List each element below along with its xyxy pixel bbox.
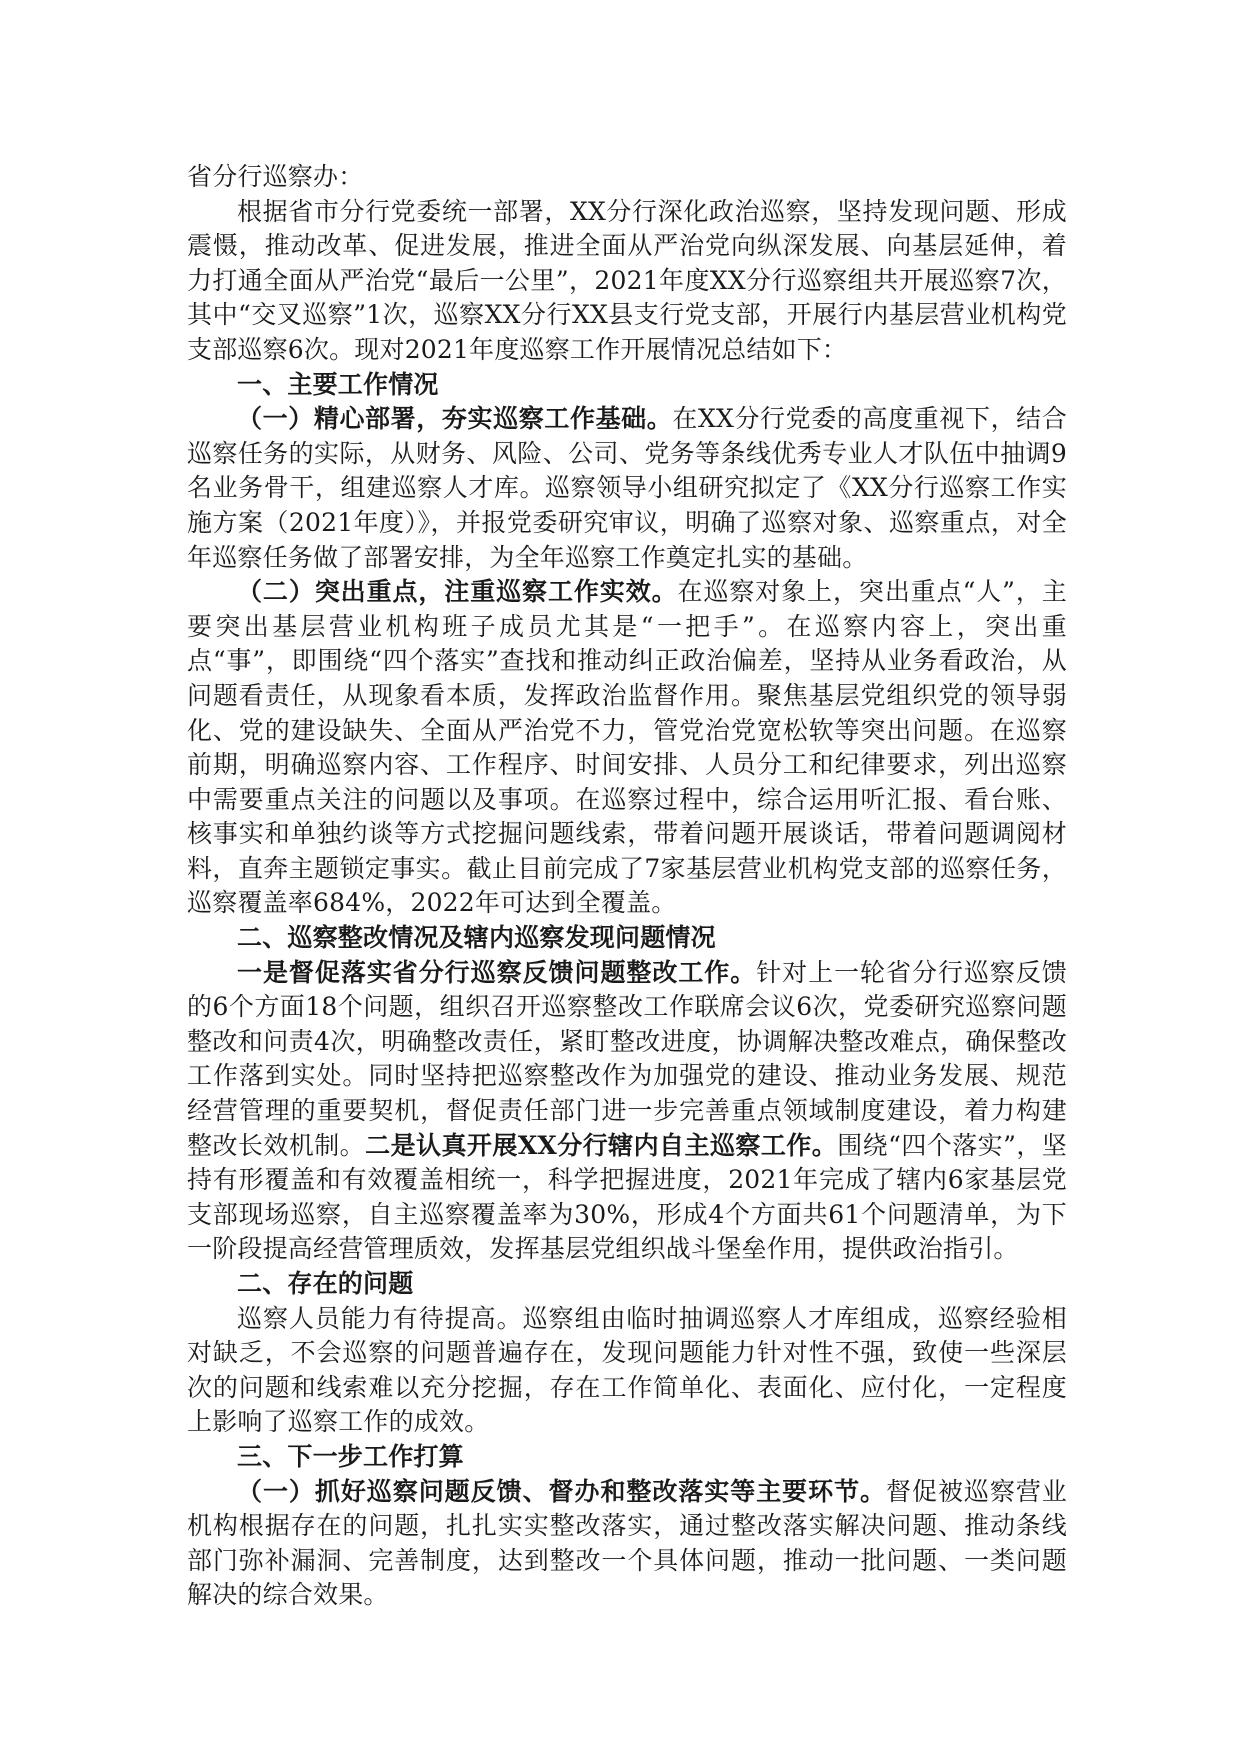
section-4-heading: 三、下一步工作打算: [237, 1441, 464, 1471]
section-1-paragraph-1: [187, 402, 1067, 575]
section-2-text-1: 针对上一轮省分行巡察反馈的6个方面18个问题，组织召开巡察整改工作联席会议6次，党委研究巡察问题整改和问责4次，明确整改责任，紧盯整改进度，协调解决整改难点，确保整改工作落到实处。同时坚持把巡察整改作为加强党的建设、推动业务发展、规范经营管理的重要契机，督促责任部门进一步完善重点领域制度建设，着力构建整改长效机制。: [187, 957, 1067, 1160]
section-1-paragraph-1-lead: （一）精心部署，夯实巡察工作基础。: [237, 404, 673, 434]
section-1-heading: 一、主要工作情况: [237, 369, 439, 399]
section-1-paragraph-2: [187, 575, 1067, 921]
section-2-lead-2: 二是认真开展XX分行辖内自主巡察工作。: [365, 1130, 838, 1160]
section-1-paragraph-2-text: 在巡察对象上，突出重点“人”，主要突出基层营业机构班子成员尤其是“一把手”。在巡察内容上，突出重点“事”，即围绕“四个落实”查找和推动纠正政治偏差，坚持从业务看政治，从问题看责任，从现象看本质，发挥政治监督作用。聚焦基层党组织党的领导弱化、党的建设缺失、全面从严治党不力，管党治党宽松软等突出问题。在巡察前期，明确巡察内容、工作程序、时间安排、人员分工和纪律要求，列出巡察中需要重点关注的问题以及事项。在巡察过程中，综合运用听汇报、看台账、核事实和单独约谈等方式挖掘问题线索，带着问题开展谈话，带着问题调阅材料，直奔主题锁定事实。截止目前完成了7家基层营业机构党支部的巡察任务，巡察覆盖率684%，2022年可达到全覆盖。: [187, 577, 1067, 918]
section-2-heading: 二、巡察整改情况及辖内巡察发现问题情况: [237, 923, 716, 953]
section-2-lead-1: 一是督促落实省分行巡察反馈问题整改工作。: [237, 957, 757, 987]
salutation: 省分行巡察办：: [187, 162, 364, 191]
intro-paragraph: 根据省市分行党委统一部署，XX分行深化政治巡察，坚持发现问题、形成震慑，推动改革、促进发展，推进全面从严治党向纵深发展、向基层延伸，着力打通全面从严治党“最后一公里”，2021年度XX分行巡察组共开展巡察7次，其中“交叉巡察”1次，巡察XX分行XX县支行党支部，开展行内基层营业机构党支部巡察6次。现对2021年度巡察工作开展情况总结如下：: [187, 196, 1067, 364]
section-2-paragraph: [187, 956, 1067, 1267]
section-1-paragraph-2-lead: （二）突出重点，注重巡察工作实效。: [237, 577, 678, 607]
document-page: [187, 160, 1067, 1613]
section-4-paragraph-1-lead: （一）抓好巡察问题反馈、督办和整改落实等主要环节。: [237, 1476, 887, 1506]
section-4-paragraph-1: [187, 1475, 1067, 1613]
section-1-paragraph-1-text: 在XX分行党委的高度重视下，结合巡察任务的实际，从财务、风险、公司、党务等条线优秀专业人才队伍中抽调9名业务骨干，组建巡察人才库。巡察领导小组研究拟定了《XX分行巡察工作实施方案（2021年度）》，并报党委研究审议，明确了巡察对象、巡察重点，对全年巡察任务做了部署安排，为全年巡察工作奠定扎实的基础。: [187, 404, 1067, 572]
section-3-heading: 二、存在的问题: [237, 1269, 414, 1298]
section-4-paragraph-1-text: 督促被巡察营业机构根据存在的问题，扎扎实实整改落实，通过整改落实解决问题、推动条线部门弥补漏洞、完善制度，达到整改一个具体问题，推动一批问题、一类问题解决的综合效果。: [187, 1476, 1067, 1610]
section-3-paragraph: 巡察人员能力有待提高。巡察组由临时抽调巡察人才库组成，巡察经验相对缺乏，不会巡察的问题普遍存在，发现问题能力针对性不强，致使一些深层次的问题和线索难以充分挖掘，存在工作简单化、表面化、应付化，一定程度上影响了巡察工作的成效。: [187, 1303, 1067, 1437]
section-2-text-2: 围绕“四个落实”，坚持有形覆盖和有效覆盖相统一，科学把握进度，2021年完成了辖内6家基层党支部现场巡察，自主巡察覆盖率为30%，形成4个方面共61个问题清单，为下一阶段提高经营管理质效，发挥基层党组织战斗堡垒作用，提供政治指引。: [187, 1130, 1067, 1264]
